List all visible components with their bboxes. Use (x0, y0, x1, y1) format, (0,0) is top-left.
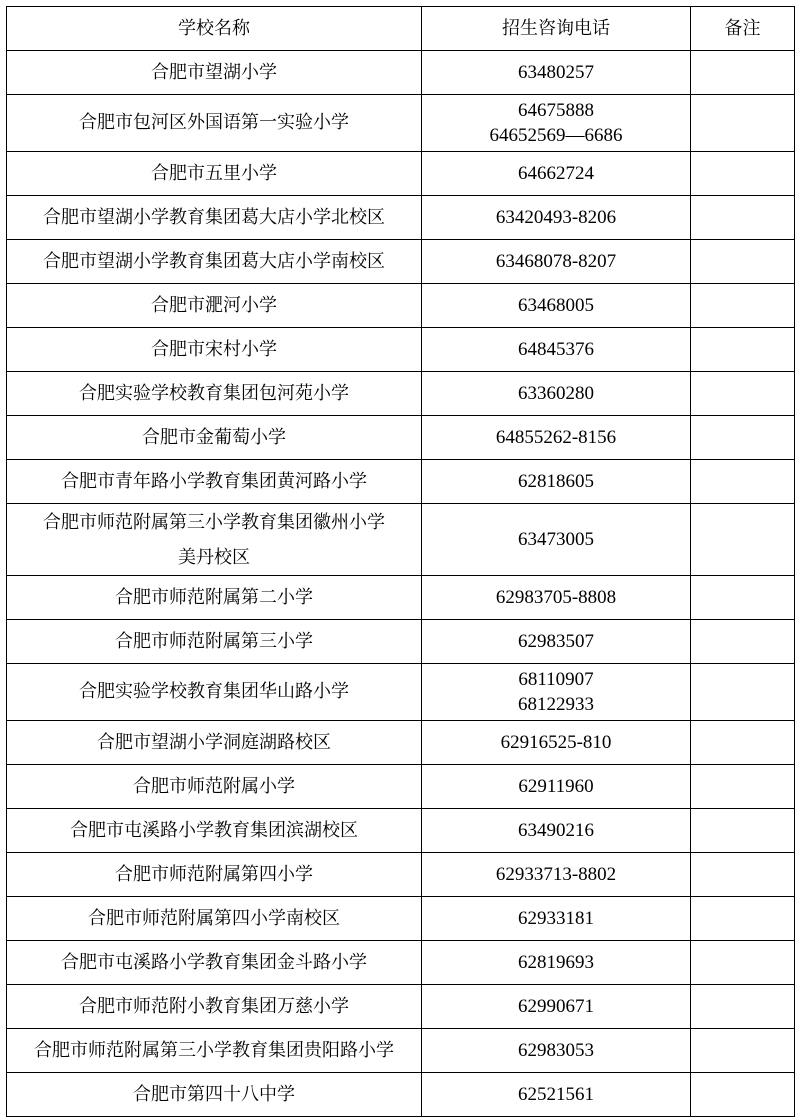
school-name-cell (7, 372, 422, 416)
note-cell (691, 576, 795, 620)
phone-number: 64845376 (518, 338, 594, 360)
note-cell (691, 196, 795, 240)
phone-number: 64675888 (518, 100, 594, 121)
school-name: 合肥市宋村小学 (151, 338, 277, 360)
header-row (7, 7, 795, 51)
note-cell (691, 664, 795, 721)
phone-number: 68122933 (518, 694, 594, 715)
school-name: 美丹校区 (178, 546, 250, 568)
school-name: 合肥市包河区外国语第一实验小学 (79, 112, 349, 133)
phone-number: 62521561 (518, 1083, 594, 1105)
phone-cell (422, 620, 691, 664)
table-body (7, 51, 795, 1117)
phone-number: 62818605 (518, 470, 594, 492)
school-name: 合肥市五里小学 (151, 162, 277, 184)
school-name: 合肥市青年路小学教育集团黄河路小学 (61, 470, 367, 492)
school-name: 合肥市师范附属第二小学 (115, 586, 313, 608)
note-cell (691, 765, 795, 809)
phone-number: 63468005 (518, 294, 594, 316)
phone-cell (422, 985, 691, 1029)
school-name-cell (7, 941, 422, 985)
note-cell (691, 897, 795, 941)
note-cell (691, 853, 795, 897)
table-row (7, 328, 795, 372)
phone-number: 62983053 (518, 1039, 594, 1061)
phone-cell (422, 941, 691, 985)
school-name-cell (7, 460, 422, 504)
phone-cell (422, 664, 691, 721)
phone-number: 62990671 (518, 995, 594, 1017)
phone-cell (422, 576, 691, 620)
school-name: 合肥市淝河小学 (151, 294, 277, 316)
school-name: 合肥市望湖小学洞庭湖路校区 (97, 731, 331, 753)
table-row (7, 416, 795, 460)
school-name-cell (7, 897, 422, 941)
table-row (7, 853, 795, 897)
table-row (7, 372, 795, 416)
school-name: 合肥市师范附属第三小学 (115, 630, 313, 652)
school-name-cell (7, 985, 422, 1029)
note-cell (691, 620, 795, 664)
phone-cell (422, 416, 691, 460)
school-name-cell (7, 51, 422, 95)
phone-number: 64662724 (518, 162, 594, 184)
school-name-cell (7, 1029, 422, 1073)
school-name: 合肥市屯溪路小学教育集团滨湖校区 (70, 819, 358, 841)
note-cell (691, 284, 795, 328)
note-cell (691, 51, 795, 95)
school-name-cell (7, 504, 422, 576)
phone-cell (422, 1029, 691, 1073)
school-name: 合肥市金葡萄小学 (142, 426, 286, 448)
school-name: 合肥市望湖小学 (151, 61, 277, 83)
phone-number: 63473005 (518, 528, 594, 550)
phone-number: 62983705-8808 (495, 586, 617, 608)
school-name-cell (7, 240, 422, 284)
phone-number: 62933713-8802 (495, 863, 617, 885)
phone-number: 62933181 (518, 907, 594, 929)
school-name: 合肥市师范附属第四小学 (115, 863, 313, 885)
table-row (7, 941, 795, 985)
school-name-cell (7, 809, 422, 853)
phone-cell (422, 284, 691, 328)
table-row (7, 765, 795, 809)
note-cell (691, 985, 795, 1029)
school-name-cell (7, 853, 422, 897)
school-name: 合肥市师范附属第三小学教育集团徽州小学 (43, 511, 385, 533)
table-row (7, 1073, 795, 1117)
school-name: 合肥市望湖小学教育集团葛大店小学北校区 (43, 206, 385, 228)
phone-number: 64652569—6686 (489, 125, 623, 146)
school-name-cell (7, 721, 422, 765)
note-cell (691, 240, 795, 284)
phone-cell (422, 152, 691, 196)
phone-cell (422, 328, 691, 372)
school-name-cell (7, 416, 422, 460)
school-name: 合肥市第四十八中学 (133, 1083, 295, 1105)
phone-cell (422, 95, 691, 152)
phone-number: 63480257 (518, 61, 594, 83)
table-row (7, 460, 795, 504)
school-name-cell (7, 576, 422, 620)
table-row (7, 51, 795, 95)
table-row (7, 985, 795, 1029)
header-phone: 招生咨询电话 (422, 7, 691, 51)
school-name: 合肥市望湖小学教育集团葛大店小学南校区 (43, 250, 385, 272)
phone-number: 62911960 (518, 775, 594, 797)
note-cell (691, 1029, 795, 1073)
school-name-cell (7, 765, 422, 809)
school-name-cell (7, 152, 422, 196)
table-row (7, 576, 795, 620)
phone-number: 63490216 (518, 819, 594, 841)
table-row (7, 809, 795, 853)
school-name-cell (7, 196, 422, 240)
phone-number: 62819693 (518, 951, 594, 973)
phone-cell (422, 809, 691, 853)
note-cell (691, 328, 795, 372)
school-name: 合肥实验学校教育集团华山路小学 (79, 681, 349, 702)
phone-cell (422, 240, 691, 284)
phone-cell (422, 897, 691, 941)
phone-number: 62983507 (518, 630, 594, 652)
note-cell (691, 372, 795, 416)
phone-cell (422, 765, 691, 809)
table-row (7, 664, 795, 721)
phone-cell (422, 196, 691, 240)
phone-number: 63360280 (518, 382, 594, 404)
table-row (7, 284, 795, 328)
header-school-name: 学校名称 (7, 7, 422, 51)
school-name: 合肥市屯溪路小学教育集团金斗路小学 (61, 951, 367, 973)
school-name: 合肥市师范附小教育集团万慈小学 (79, 995, 349, 1017)
table-row (7, 152, 795, 196)
school-name-cell (7, 284, 422, 328)
phone-cell (422, 460, 691, 504)
school-name-cell (7, 328, 422, 372)
phone-cell (422, 853, 691, 897)
phone-cell (422, 721, 691, 765)
school-name-cell (7, 1073, 422, 1117)
table-row (7, 620, 795, 664)
phone-number: 64855262-8156 (495, 426, 617, 448)
school-name: 合肥实验学校教育集团包河苑小学 (79, 382, 349, 404)
school-name-cell (7, 664, 422, 721)
school-name: 合肥市师范附属第四小学南校区 (88, 907, 340, 929)
table-row (7, 95, 795, 152)
school-phone-table (6, 6, 795, 1117)
note-cell (691, 809, 795, 853)
phone-number: 62916525-810 (500, 731, 612, 753)
note-cell (691, 416, 795, 460)
phone-number: 68110907 (518, 669, 594, 690)
school-name-cell (7, 620, 422, 664)
phone-number: 63420493-8206 (495, 206, 617, 228)
phone-cell (422, 1073, 691, 1117)
note-cell (691, 95, 795, 152)
note-cell (691, 941, 795, 985)
school-name: 合肥市师范附属小学 (133, 775, 295, 797)
table-row (7, 240, 795, 284)
note-cell (691, 152, 795, 196)
note-cell (691, 504, 795, 576)
phone-number: 63468078-8207 (495, 250, 617, 272)
phone-cell (422, 51, 691, 95)
note-cell (691, 1073, 795, 1117)
table-row (7, 1029, 795, 1073)
table-row (7, 196, 795, 240)
table-row (7, 721, 795, 765)
note-cell (691, 460, 795, 504)
school-name-cell (7, 95, 422, 152)
table-row (7, 897, 795, 941)
phone-cell (422, 372, 691, 416)
table-row (7, 504, 795, 576)
note-cell (691, 721, 795, 765)
phone-cell (422, 504, 691, 576)
school-name: 合肥市师范附属第三小学教育集团贵阳路小学 (34, 1039, 394, 1061)
header-note: 备注 (691, 7, 795, 51)
